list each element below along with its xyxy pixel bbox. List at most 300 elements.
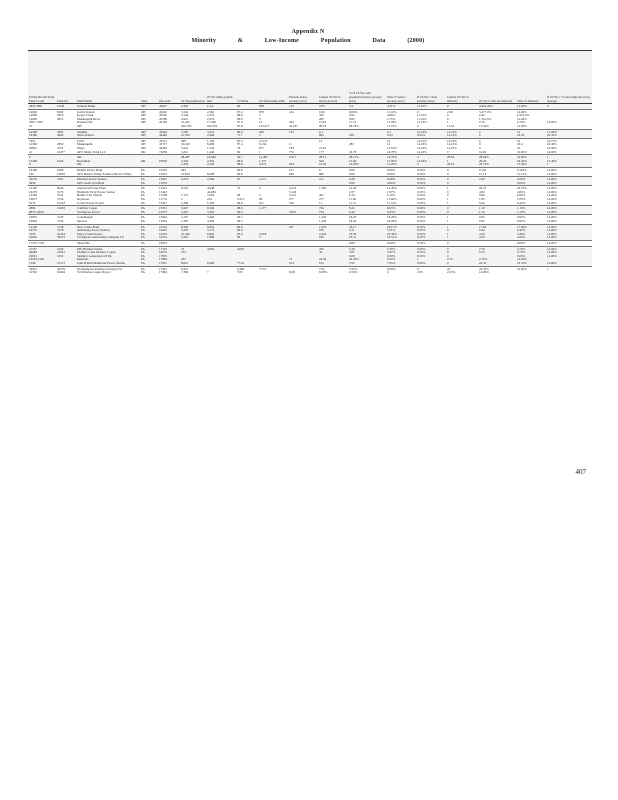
table-cell: 804: [318, 134, 348, 138]
table-cell: 13.20%: [386, 163, 416, 167]
table-cell: 1.10: [478, 206, 516, 211]
table-cell: 2.76: [446, 258, 478, 262]
table-cell: 350: [319, 114, 324, 118]
table-cell: 15927: [159, 201, 167, 205]
table-cell: [258, 271, 288, 275]
table-cell: 11.72: [349, 121, 357, 125]
table-cell: 42,247: [289, 124, 298, 128]
table-cell: 9.1: [318, 129, 348, 134]
table-cell: 9.50%: [349, 271, 358, 275]
table-cell: AES Beaver Valley Partners Beaver Valley: [77, 172, 132, 176]
table-cell: 7.95%: [386, 262, 416, 266]
table-cell: 14.00%: [546, 233, 592, 237]
table-cell: 283: [349, 143, 354, 147]
table-cell: PA: [141, 220, 145, 224]
table-cell: 44627: [158, 104, 180, 110]
table-cell: 0.92%: [516, 215, 546, 220]
table-cell: 9.43%: [386, 211, 416, 215]
table-cell: 283: [180, 167, 206, 172]
table-cell: 651: [259, 201, 264, 205]
table-cell: 8179: [29, 201, 36, 205]
table-cell: 14.00%: [546, 236, 592, 240]
table-cell: 10876: [57, 172, 65, 176]
table-cell: 54144: [56, 233, 76, 237]
table-cell: 1: [546, 155, 592, 160]
table-cell: Cambria Cogen: [76, 206, 140, 211]
table-cell: 1.10: [478, 211, 516, 215]
table-cell: 15074: [158, 182, 180, 186]
table-cell: 11.10%: [417, 121, 427, 125]
table-cell: 14.00%: [517, 124, 527, 128]
table-cell: 19,018: [181, 143, 190, 147]
table-cell: Shawville: [76, 241, 140, 247]
table-cell: 267: [180, 258, 206, 262]
table-cell: 14.00%: [516, 109, 546, 114]
table-cell: 1: [446, 186, 478, 191]
table-cell: 9.50%: [417, 172, 426, 176]
table-cell: 10,449: [180, 233, 206, 237]
column-header-label: If ZCTA > state poverty (low): [417, 95, 438, 103]
table-cell: 14.00%: [516, 258, 546, 262]
table-cell: 0.66: [318, 109, 348, 114]
table-cell: Mago: [77, 146, 85, 150]
table-cell: 9.28%: [386, 177, 416, 182]
table-cell: 28.15: [318, 155, 348, 160]
table-cell: 9,346: [206, 206, 236, 211]
table-cell: 3118: [56, 215, 76, 220]
table-cell: 9.50%: [416, 182, 446, 186]
table-cell: 9.50%: [417, 190, 426, 194]
table-cell: 17319: [158, 246, 180, 251]
table-cell: 72: [180, 246, 206, 251]
table-cell: 18.17%: [386, 224, 416, 229]
table-cell: 9.50%: [416, 224, 446, 229]
table-cell: 2.76%: [478, 258, 516, 262]
table-cell: PA: [140, 258, 158, 262]
table-cell: OK: [76, 155, 140, 160]
table-cell: 2,215: [237, 198, 245, 202]
table-cell: 3,342: [180, 109, 206, 114]
table-cell: 9.50%: [416, 215, 446, 220]
table-cell: 14.40: [348, 186, 386, 191]
table-cell: 0: [417, 124, 419, 128]
table-cell: OR: [76, 163, 140, 167]
table-cell: 24.40%: [348, 258, 386, 262]
table-cell: 2.03: [417, 271, 423, 275]
table-cell: 3122: [57, 194, 64, 198]
table-cell: 97818: [158, 160, 180, 164]
table-cell: PA: [140, 241, 158, 247]
column-header-label: State: [141, 99, 148, 103]
table-cell: 23.30%: [386, 233, 416, 237]
table-cell: 6106: [56, 160, 76, 164]
table-cell: 2840: [56, 134, 76, 138]
table-cell: 183: [289, 146, 294, 150]
table-cell: 177: [319, 150, 324, 154]
table-cell: 3140: [56, 246, 76, 251]
table-cell: 19992: [29, 220, 37, 224]
table-cell: 3,365: [206, 211, 236, 215]
table-cell: 12.54: [447, 124, 455, 128]
table-cell: 8,392: [180, 224, 206, 229]
table-cell: 44,084: [207, 190, 216, 194]
table-cell: 17921: [158, 266, 180, 271]
table-cell: 0.70: [478, 251, 516, 255]
table-cell: 26.70%: [516, 186, 546, 191]
table-cell: 226: [289, 201, 294, 205]
table-cell: GPU Genco Porthold: [76, 182, 140, 186]
table-cell: 3.95: [318, 104, 348, 110]
table-cell: 0.42: [479, 201, 485, 205]
table-cell: 72: [236, 186, 258, 191]
table-cell: 15.12%: [517, 172, 527, 176]
table-cell: 265: [318, 246, 348, 251]
table-cell: 594: [318, 160, 348, 164]
table-cell: 0: [416, 266, 446, 271]
table-cell: 10477: [57, 150, 65, 154]
table-cell: 2,274: [180, 177, 206, 182]
column-header-label: Zip code: [159, 99, 171, 103]
table-cell: 22.78%: [387, 150, 397, 154]
column-header: [258, 51, 288, 104]
table-cell: 242,702: [207, 124, 218, 128]
table-cell: 2865: [56, 129, 76, 134]
table-cell: Hatfields Ferry Power Station: [77, 190, 116, 194]
table-cell: [516, 271, 546, 275]
heading-word: Data: [372, 38, 386, 44]
table-cell: 9.09%: [348, 109, 386, 114]
table-cell: 21.81: [319, 146, 327, 150]
table-cell: 29.20: [478, 160, 516, 164]
table-cell: 0.00%: [386, 167, 416, 172]
table-cell: 99.6: [236, 229, 258, 233]
table-cell: 2,452: [206, 160, 236, 164]
table-cell: 4,962: [206, 246, 236, 251]
table-cell: 3,474: [206, 129, 236, 134]
table-cell: 14160: [28, 167, 56, 172]
table-cell: PA: [140, 215, 158, 220]
table-cell: 2,362: [206, 109, 236, 114]
table-cell: 2.70: [478, 246, 516, 251]
table-cell: 16.92%: [517, 150, 527, 154]
table-cell: 14.00%: [546, 229, 592, 233]
column-header: [386, 51, 416, 104]
table-cell: 14.00%: [546, 182, 592, 186]
table-cell: 7,172: [181, 194, 189, 198]
table-cell: 14.10%: [447, 143, 457, 147]
column-header-label: % of ZCTA code population below poverty (low): [349, 91, 382, 103]
table-cell: 22.78: [349, 150, 357, 154]
table-cell: 8: [28, 163, 56, 167]
table-cell: 6,490: [236, 266, 258, 271]
table-cell: 878: [258, 109, 288, 114]
table-cell: 6,490: [206, 262, 236, 266]
table-cell: 7: [207, 271, 209, 275]
table-cell: 423: [289, 121, 294, 125]
table-cell: 15774: [159, 198, 167, 202]
table-cell: 18.51: [348, 236, 386, 240]
table-cell: 14006: [29, 114, 37, 118]
table-cell: 4922 2861: [28, 104, 56, 110]
table-cell: 4772: [57, 146, 64, 150]
table-cell: 14006: [28, 109, 56, 114]
table-cell: 20.40%: [547, 143, 557, 147]
table-cell: 7491: [28, 138, 56, 143]
table-cell: 6.10%: [387, 194, 396, 198]
table-cell: 11.10%: [417, 114, 427, 118]
table-cell: 1,387: [181, 220, 189, 224]
column-header-label: State % minority: [517, 99, 539, 103]
table-cell: 11.10%: [386, 109, 416, 114]
column-header: [180, 51, 206, 104]
table-cell: 639: [318, 236, 348, 240]
column-header: [56, 51, 76, 104]
table-cell: 414: [288, 109, 318, 114]
table-cell: 15061: [159, 172, 167, 176]
table-cell: 14.40%: [386, 186, 416, 191]
table-cell: 14.00%: [547, 220, 557, 224]
table-cell: 0: [446, 255, 478, 259]
table-cell: 98.78%: [349, 124, 359, 128]
table-cell: 8102: [56, 109, 76, 114]
table-cell: 98.78: [319, 124, 327, 128]
table-cell: Sunbury Generation LP PA: [76, 255, 140, 259]
table-cell: Scrubgrass Generating Company LP: [76, 236, 140, 240]
table-cell: 2.474.4%: [517, 114, 530, 118]
table-cell: Armstrong Power Station: [76, 229, 140, 233]
table-cell: 23.30: [348, 233, 386, 237]
table-cell: 6,317: [288, 155, 318, 160]
table-cell: 14.00%: [479, 271, 489, 275]
table-cell: 8,134: [259, 143, 267, 147]
table-cell: 0.102%: [516, 167, 546, 172]
table-cell: 1,571: [258, 177, 288, 182]
table-cell: 2,119: [319, 121, 327, 125]
table-cell: 1: [446, 224, 478, 229]
table-cell: 9.50%: [416, 186, 446, 191]
table-cell: 1: [447, 121, 449, 125]
table-cell: 14: [386, 138, 416, 143]
table-cell: 2.76%: [517, 121, 526, 125]
table-cell: 7.95%: [348, 266, 386, 271]
table-cell: Ravenscroft: [77, 121, 93, 125]
table-cell: PA: [140, 233, 158, 237]
table-cell: 17.06: [478, 224, 516, 229]
table-cell: 3,167: [180, 215, 206, 220]
table-cell: Homer City Station: [77, 194, 102, 198]
table-cell: 3,344: [181, 114, 189, 118]
table-cell: 14.00%: [547, 121, 557, 125]
table-cell: 2.49: [446, 109, 478, 114]
table-cell: 15.12: [479, 172, 487, 176]
table-cell: 9,522: [180, 186, 206, 191]
table-cell: 7.95: [318, 266, 348, 271]
table-cell: 16563 4193: [28, 258, 56, 262]
table-cell: 14.00%: [516, 266, 546, 271]
table-cell: 21: [29, 150, 33, 154]
table-cell: 16: [516, 138, 546, 143]
table-cell: 22.32: [516, 134, 546, 138]
table-cell: 2.00: [478, 236, 516, 240]
table-cell: PA: [141, 198, 145, 202]
table-cell: 14.00%: [547, 194, 557, 198]
table-cell: 15.00: [348, 160, 386, 164]
table-cell: 3,381: [180, 229, 206, 233]
table-cell: 14.10%: [416, 129, 446, 134]
table-cell: 0.00%: [516, 182, 546, 186]
table-cell: 0: [447, 150, 449, 154]
table-cell: 43515: [158, 138, 180, 143]
table-cell: 16360: [28, 129, 56, 134]
table-cell: 17884: [158, 258, 180, 262]
table-cell: 5: [258, 134, 288, 138]
table-cell: 10603: [56, 206, 76, 211]
table-cell: 9.50%: [416, 211, 446, 215]
table-cell: Scrubgrass Power: [76, 211, 140, 215]
table-cell: 920: [258, 129, 288, 134]
column-header: [76, 51, 140, 104]
table-cell: 15248: [28, 160, 56, 164]
table-cell: Sammis: [76, 129, 140, 134]
table-cell: 17,449: [207, 121, 216, 125]
column-header-label: If ZCTA > % state minority (low) average: [547, 95, 590, 103]
table-cell: 1: [447, 198, 449, 202]
table-cell: 2.15%: [387, 117, 396, 121]
table-cell: 0: [446, 182, 478, 186]
table-cell: OH: [140, 138, 158, 143]
table-cell: 6.10: [349, 194, 355, 198]
table-cell: 16254: [158, 233, 180, 237]
table-cell: 9.50%: [416, 229, 446, 233]
table-cell: 3,441: [181, 146, 189, 150]
table-cell: 68.9: [236, 160, 258, 164]
table-cell: 238: [348, 134, 386, 138]
table-cell: 9.50%: [417, 220, 426, 224]
table-cell: 2,469: [206, 134, 236, 138]
table-cell: 1: [446, 236, 478, 240]
table-cell: 18.20%: [387, 220, 397, 224]
table-cell: 95.6: [236, 233, 258, 237]
table-cell: 14.00%: [546, 186, 592, 191]
table-cell: 15.00%: [386, 160, 416, 164]
heading-word: Low-Income: [264, 38, 300, 44]
table-cell: 45784: [159, 121, 167, 125]
table-cell: OR: [140, 160, 158, 164]
table-cell: 162: [29, 172, 34, 176]
table-cell: 2,242: [206, 163, 236, 167]
table-cell: 0: [478, 129, 516, 134]
table-cell: 1.101.0%: [479, 117, 492, 121]
table-cell: 16235: [158, 167, 180, 172]
table-cell: 21.81%: [387, 146, 397, 150]
table-cell: Genesis Ridge: [76, 104, 140, 110]
table-cell: 4.40: [478, 233, 516, 237]
table-cell: 3.4: [348, 104, 386, 110]
table-cell: 5.39%: [386, 246, 416, 251]
table-cell: 0: [478, 134, 516, 138]
table-cell: 12,487: [258, 155, 288, 160]
table-cell: 733: [180, 251, 206, 255]
table-cell: 1: [447, 201, 449, 205]
table-cell: 18.17: [348, 224, 386, 229]
table-cell: 16373: [158, 211, 180, 215]
table-cell: 10,824: [181, 172, 190, 176]
table-cell: 285: [319, 117, 324, 121]
table-cell: 16374: [158, 236, 180, 240]
table-cell: 16102: [158, 224, 180, 229]
table-cell: 0: [447, 117, 449, 121]
table-cell: 2850: [57, 143, 64, 147]
table-cell: Gavin Station: [76, 109, 140, 114]
table-cell: 0.70%: [516, 251, 546, 255]
column-header: [478, 51, 516, 104]
table-cell: 105,471: [259, 124, 270, 128]
table-cell: 0.00: [348, 241, 386, 247]
table-cell: 14.00%: [546, 206, 592, 211]
table-cell: 14006: [29, 117, 37, 121]
table-cell: 4.404.43%: [478, 104, 516, 110]
table-cell: PA: [140, 186, 158, 191]
table-cell: 0: [446, 251, 478, 255]
table-cell: 4,218: [258, 233, 288, 237]
table-cell: 11.10%: [416, 104, 446, 110]
table-cell: 2,302: [180, 104, 206, 110]
table-cell: 1,570: [318, 224, 348, 229]
table-cell: 1: [546, 163, 592, 167]
table-cell: 1: [446, 215, 478, 220]
table-cell: 1,296: [207, 201, 215, 205]
table-cell: 8.28: [289, 271, 295, 275]
table-cell: 17984: [159, 271, 167, 275]
table-cell: 2,304: [180, 160, 206, 164]
table-cell: 14.00%: [516, 104, 546, 110]
table-cell: 14062: [28, 236, 56, 240]
table-cell: 1,230: [318, 215, 348, 220]
table-cell: 9.50%: [416, 167, 446, 172]
table-row: [28, 271, 592, 275]
table-cell: Mitchell Power Station: [76, 177, 140, 182]
table-cell: 2,585: [180, 129, 206, 134]
table-cell: 8,298: [207, 172, 215, 176]
table-cell: 1: [546, 266, 592, 271]
table-cell: 1,888: [206, 236, 236, 240]
table-cell: 4.40%: [516, 233, 546, 237]
heading-word: (2000): [407, 38, 425, 44]
table-cell: 498: [180, 138, 206, 143]
column-header: [416, 51, 446, 104]
table-cell: 185: [318, 229, 348, 233]
table-cell: 2.76: [479, 121, 485, 125]
table-cell: 22001: [28, 255, 56, 259]
table-cell: 44446: [158, 134, 180, 138]
table-cell: 110: [288, 104, 318, 110]
table-cell: 12284: [29, 194, 37, 198]
table-cell: CGH: [76, 138, 140, 143]
table-cell: 1,2,4: [206, 104, 236, 110]
table-cell: 4.86%: [387, 114, 396, 118]
table-cell: 0.00%: [516, 241, 546, 247]
table-cell: 14.10%: [446, 129, 478, 134]
column-header: [206, 51, 236, 104]
table-cell: 14.10%: [447, 146, 457, 150]
column-header: [546, 51, 592, 104]
column-header: [158, 51, 180, 104]
table-cell: PPL Brunner Island: [76, 246, 140, 251]
table-cell: 0.92%: [517, 220, 526, 224]
table-cell: 50404: [57, 271, 65, 275]
table-cell: 2,434: [318, 233, 348, 237]
table-cell: 7199: [28, 262, 56, 266]
